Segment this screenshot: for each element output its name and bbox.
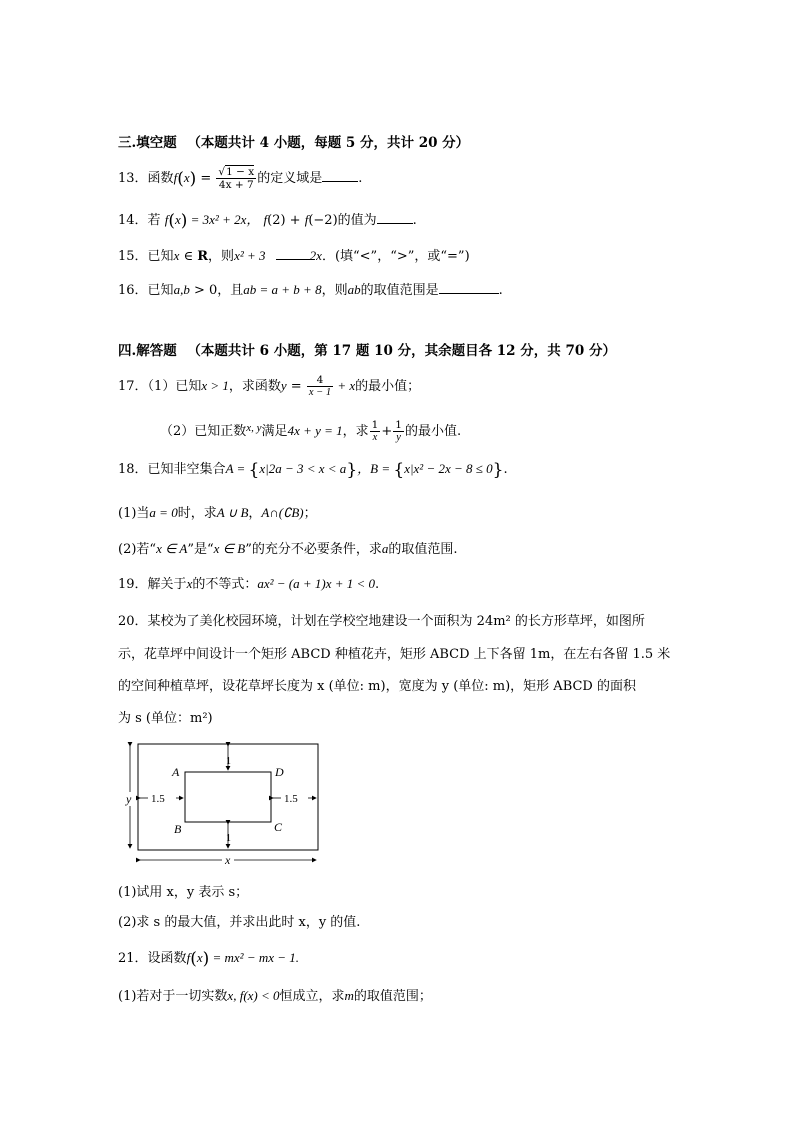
question-text: 的最小值； [355,379,421,394]
expression: x² + 3 [234,248,266,263]
question-number: 20． [118,614,148,629]
question-18: 18．已知非空集合A = {x|2a − 3 < x < a}，B = {x|x² − 2x − 8 ≤ 0}. [118,460,508,480]
func-name: f [263,212,268,227]
expression: A∩ [261,505,279,520]
expression: x ∈ B [213,541,246,556]
question-number: 16． [118,283,148,298]
question-text: > 0，且 [189,283,244,298]
set-R: R [197,249,209,264]
answer-blank [377,211,413,224]
var: m [344,988,354,1003]
vertex-a: A [172,765,180,779]
question-20-line-2: 示，花草坪中间设计一个矩形 ABCD 种植花卉，矩形 ABCD 上下各留 1m，在左右各留 1.5 米 [118,647,671,662]
question-text: 满足 [261,424,288,439]
question-text: 若 [147,213,165,228]
bottom-gap-label: 1 [226,833,231,844]
numerator: 1 [371,419,379,431]
question-19 [118,574,379,595]
question-17-part-2: （2）已知正数$^{x, y}$满足4x + y = 1，求 $\frac{1}{x}$ + $\frac{1}{y}$ 的最小值. [160,419,462,443]
question-text: 的取值范围. [388,542,458,557]
func-var: x [196,950,203,965]
expression: = 3x² + 2x， [187,212,260,227]
vars: a,b [173,282,190,297]
func-name: f [186,950,191,965]
question-text: 时，求 [177,506,217,521]
var: x [173,248,180,263]
question-text: ， [248,506,262,521]
numerator: 1 [395,419,402,431]
question-text: 恒成立，求 [279,989,345,1004]
var: a [381,541,389,556]
question-17-part-1 [118,374,420,399]
vars: x, y [246,422,262,434]
question-text: ，求函数 [228,379,281,394]
question-number: 15． [118,249,148,264]
denominator: x − 1 [308,387,332,398]
set-name: ，B = [357,461,394,476]
question-text: (1)若对于一切实数 [118,989,228,1004]
x-label: x [225,853,231,867]
equals: = [286,379,306,394]
top-gap-label: 1 [226,756,231,767]
question-20-line-1 [118,612,645,632]
expression: (2) + [267,213,305,228]
expression: = mx² − mx − 1. [209,950,300,965]
question-21: 21．设函数f(x) = mx² − mx − 1. [118,949,300,969]
y-label: y [126,792,132,806]
section-4-heading [118,341,616,361]
func-name: f [173,170,178,185]
question-text: 的定义域是 [257,171,323,186]
question-text: ”的充分不必要条件，求 [245,542,382,557]
question-text: 设函数 [147,951,187,966]
func-name: f [304,212,309,227]
question-text: （2）已知正数 [160,424,247,439]
var: y [280,378,287,393]
denominator: y [396,432,401,443]
expression: x > 1 [201,378,229,393]
question-20-line-3: 的空间种植草坪，设花草坪长度为 x (单位: m)，宽度为 y (单位: m)，矩形 ABCD 的面积 [118,679,636,694]
question-text: 的取值范围是 [360,283,439,298]
vertex-d: D [275,765,284,779]
question-text: ，则 [208,249,235,264]
answer-blank [276,247,310,260]
section-4-note: （本题共计 6 小题，第 17 题 10 分，其余题目各 12 分，共 70 分） [187,343,616,359]
question-number: 13． [118,171,148,186]
period: . [498,283,503,298]
fraction-y [393,419,404,444]
question-text: (1)当 [118,506,150,521]
numerator: 1 − x [226,166,255,178]
question-text: (2)若“ [118,542,157,557]
set-expression: x|x² − 2x − 8 ≤ 0 [404,461,493,476]
question-number: 18． [118,462,148,477]
period: . [503,462,508,477]
section-3-note: （本题共计 4 小题，每题 5 分，共计 20 分） [187,135,470,151]
expression: (−2) [308,213,338,228]
inner-rect-abcd [185,772,271,822]
period: . [358,171,363,186]
question-13: 13．函数f(x) = $\frac{√1 - x}{4x + 7}$ 的定义域是 . [118,166,363,191]
question-number: 19． [118,577,148,592]
question-text: 的最小值. [404,424,462,439]
question-text: ，则 [321,283,348,298]
question-21-part-1 [118,986,432,1007]
fraction-x [370,419,381,444]
question-text: 某校为了美化校园环境，计划在学校空地建设一个面积为 24m² 的长方形草坪，如图所 [147,614,645,629]
var: x [227,988,234,1003]
period: . [375,577,380,592]
question-text: ，求 [342,424,369,439]
question-text: ”是“ [187,542,214,557]
question-18-part-1 [118,503,317,524]
question-text: 函数 [147,171,174,186]
var: ab [347,282,361,297]
lawn-diagram [118,740,328,872]
section-4-title: 四.解答题 [118,343,177,359]
question-20-line-4: 为 s (单位：m²) [118,711,213,726]
fraction [307,374,333,399]
question-text: 已知 [147,283,174,298]
expression: , f(x) < 0 [233,988,280,1003]
expression: ab = a + b + 8 [243,282,322,297]
fraction [216,166,256,191]
expression: a = 0 [149,505,178,520]
question-text: 已知非空集合 [147,462,226,477]
question-14: 14．若 f(x) = 3x² + 2x， f(2) + f(−2)的值为 . [118,211,417,231]
expression: 4x + y = 1 [287,423,343,438]
question-text: 的不等式： [192,577,258,592]
func-var: x [183,170,190,185]
question-number: 17． [118,379,148,394]
question-20-part-1: (1)试用 x，y 表示 s； [118,885,249,900]
expression: 2x [309,248,322,263]
set-name: A = [225,461,249,476]
question-text: 的取值范围； [353,989,432,1004]
question-text: （1）已知 [147,379,202,394]
expression: ax² − (a + 1)x + 1 < 0 [257,576,376,591]
expression: + x [334,378,356,393]
expression: A ∪ B [216,505,249,520]
answer-blank [322,169,358,182]
question-15 [118,246,470,267]
numerator: 4 [307,374,333,387]
vertex-b: B [174,822,182,836]
right-gap-label: 1.5 [284,793,298,805]
question-number: 14． [118,213,148,228]
symbol: ∈ [179,249,198,264]
expression: (∁ [278,505,292,520]
expression: B) [291,505,304,520]
vertex-c: C [274,820,283,834]
set-expression: x|2a − 3 < x < a [259,461,347,476]
question-number: 21． [118,951,148,966]
func-var: x [174,212,181,227]
var: x [186,576,193,591]
answer-blank [439,281,499,294]
question-text: 的值为 [337,213,377,228]
question-16 [118,280,503,301]
question-text: 解关于 [147,577,187,592]
func-name: f [164,212,169,227]
sqrt-sign: √ [218,166,226,178]
section-3-title: 三.填空题 [118,135,177,151]
denominator: x [372,432,378,443]
left-gap-label: 1.5 [151,793,165,805]
question-20-part-2: (2)求 s 的最大值，并求出此时 x，y 的值. [118,915,361,930]
question-text: 已知 [147,249,174,264]
denominator: 4x + 7 [218,179,254,191]
period: . [412,213,417,228]
question-text: ； [303,506,317,521]
question-18-part-2 [118,539,458,560]
expression: x ∈ A [156,541,188,556]
equals: = [196,171,216,186]
question-text: ．(填“<”，“>”，或“=”) [321,249,470,264]
section-3-heading [118,133,469,153]
